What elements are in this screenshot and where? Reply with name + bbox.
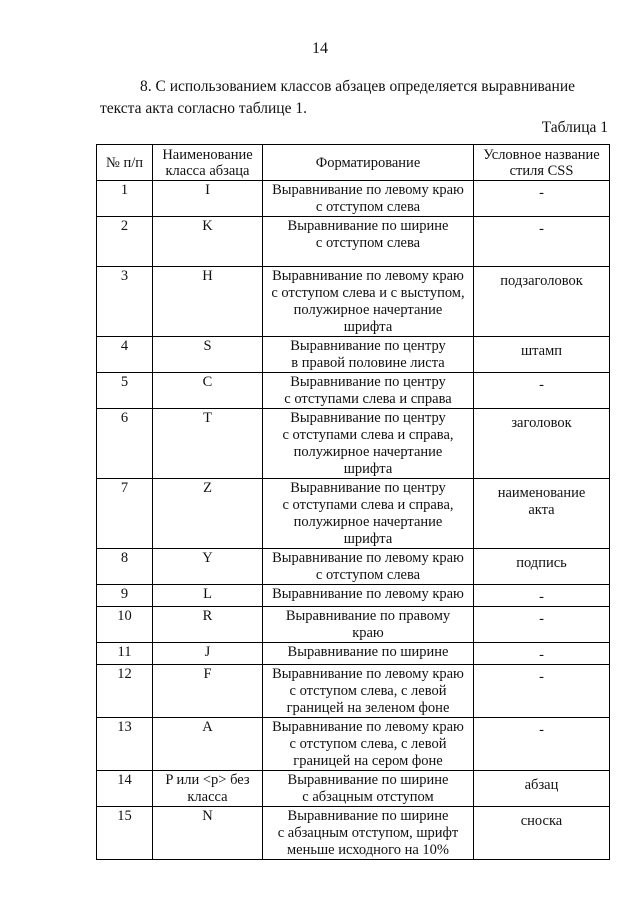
page-number: 14 bbox=[312, 40, 328, 57]
cell-number: 4 bbox=[97, 337, 153, 373]
cell-formatting: Выравнивание по левому краю с отступом слева bbox=[263, 181, 474, 217]
cell-number: 13 bbox=[97, 718, 153, 771]
cell-number: 6 bbox=[97, 409, 153, 479]
cell-formatting: Выравнивание по левому краю с отступом слева и с выступом, полужирное начертание шрифта bbox=[263, 267, 474, 337]
cell-number: 8 bbox=[97, 549, 153, 585]
table-row bbox=[97, 181, 610, 217]
cell-css-style: - bbox=[474, 373, 610, 409]
cell-css-style: абзац bbox=[474, 771, 610, 807]
cell-formatting: Выравнивание по ширине с абзацным отступом, шрифт меньше исходного на 10% bbox=[263, 807, 474, 860]
cell-css-style: сноска bbox=[474, 807, 610, 860]
cell-formatting: Выравнивание по центру с отступами слева и справа, полужирное начертание шрифта bbox=[263, 479, 474, 549]
table-row bbox=[97, 549, 610, 585]
cell-css-style: - bbox=[474, 585, 610, 607]
cell-number: 2 bbox=[97, 217, 153, 267]
cell-number: 10 bbox=[97, 607, 153, 643]
table-row bbox=[97, 607, 610, 643]
cell-class-name: A bbox=[153, 718, 263, 771]
header-css-style: Условное название стиля CSS bbox=[474, 145, 610, 181]
cell-class-name: P или <p> без класса bbox=[153, 771, 263, 807]
cell-formatting: Выравнивание по ширине bbox=[263, 643, 474, 665]
table-body bbox=[97, 181, 610, 860]
cell-class-name: L bbox=[153, 585, 263, 607]
cell-formatting: Выравнивание по левому краю с отступом слева, с левой границей на зеленом фоне bbox=[263, 665, 474, 718]
cell-formatting: Выравнивание по ширине с абзацным отступом bbox=[263, 771, 474, 807]
cell-formatting: Выравнивание по центру с отступами слева и справа, полужирное начертание шрифта bbox=[263, 409, 474, 479]
cell-number: 3 bbox=[97, 267, 153, 337]
table-row bbox=[97, 585, 610, 607]
cell-class-name: I bbox=[153, 181, 263, 217]
table-row bbox=[97, 807, 610, 860]
table-row bbox=[97, 479, 610, 549]
header-number: № п/п bbox=[97, 145, 153, 181]
cell-formatting: Выравнивание по правому краю bbox=[263, 607, 474, 643]
table-row bbox=[97, 267, 610, 337]
cell-formatting: Выравнивание по левому краю bbox=[263, 585, 474, 607]
cell-class-name: Z bbox=[153, 479, 263, 549]
formatting-table bbox=[96, 144, 610, 860]
table-row bbox=[97, 337, 610, 373]
cell-class-name: Y bbox=[153, 549, 263, 585]
cell-class-name: J bbox=[153, 643, 263, 665]
cell-css-style: заголовок bbox=[474, 409, 610, 479]
cell-css-style: - bbox=[474, 665, 610, 718]
cell-css-style: - bbox=[474, 181, 610, 217]
intro-paragraph bbox=[100, 76, 608, 120]
cell-number: 1 bbox=[97, 181, 153, 217]
cell-class-name: C bbox=[153, 373, 263, 409]
cell-formatting: Выравнивание по левому краю с отступом слева bbox=[263, 549, 474, 585]
cell-number: 5 bbox=[97, 373, 153, 409]
cell-class-name: S bbox=[153, 337, 263, 373]
intro-text: 8. С использованием классов абзацев определяется выравнивание текста акта согласно таблице 1. bbox=[100, 78, 576, 117]
header-class-name: Наименование класса абзаца bbox=[153, 145, 263, 181]
cell-formatting: Выравнивание по центру с отступами слева и справа bbox=[263, 373, 474, 409]
cell-css-style: - bbox=[474, 217, 610, 267]
table-row bbox=[97, 217, 610, 267]
cell-class-name: R bbox=[153, 607, 263, 643]
table-header-row bbox=[97, 145, 610, 181]
cell-class-name: K bbox=[153, 217, 263, 267]
table-row bbox=[97, 665, 610, 718]
cell-class-name: F bbox=[153, 665, 263, 718]
cell-css-style: - bbox=[474, 607, 610, 643]
cell-number: 7 bbox=[97, 479, 153, 549]
cell-css-style: наименование акта bbox=[474, 479, 610, 549]
cell-css-style: - bbox=[474, 643, 610, 665]
table-row bbox=[97, 643, 610, 665]
cell-number: 15 bbox=[97, 807, 153, 860]
cell-class-name: T bbox=[153, 409, 263, 479]
cell-css-style: штамп bbox=[474, 337, 610, 373]
table-row bbox=[97, 373, 610, 409]
cell-number: 11 bbox=[97, 643, 153, 665]
header-formatting: Форматирование bbox=[263, 145, 474, 181]
cell-number: 9 bbox=[97, 585, 153, 607]
cell-formatting: Выравнивание по ширине с отступом слева bbox=[263, 217, 474, 267]
table-row bbox=[97, 409, 610, 479]
table-row bbox=[97, 771, 610, 807]
cell-css-style: подзаголовок bbox=[474, 267, 610, 337]
cell-class-name: N bbox=[153, 807, 263, 860]
table-row bbox=[97, 718, 610, 771]
cell-css-style: - bbox=[474, 718, 610, 771]
table-caption: Таблица 1 bbox=[541, 119, 608, 136]
cell-formatting: Выравнивание по левому краю с отступом слева, с левой границей на сером фоне bbox=[263, 718, 474, 771]
cell-class-name: H bbox=[153, 267, 263, 337]
cell-number: 12 bbox=[97, 665, 153, 718]
cell-formatting: Выравнивание по центру в правой половине листа bbox=[263, 337, 474, 373]
cell-number: 14 bbox=[97, 771, 153, 807]
cell-css-style: подпись bbox=[474, 549, 610, 585]
